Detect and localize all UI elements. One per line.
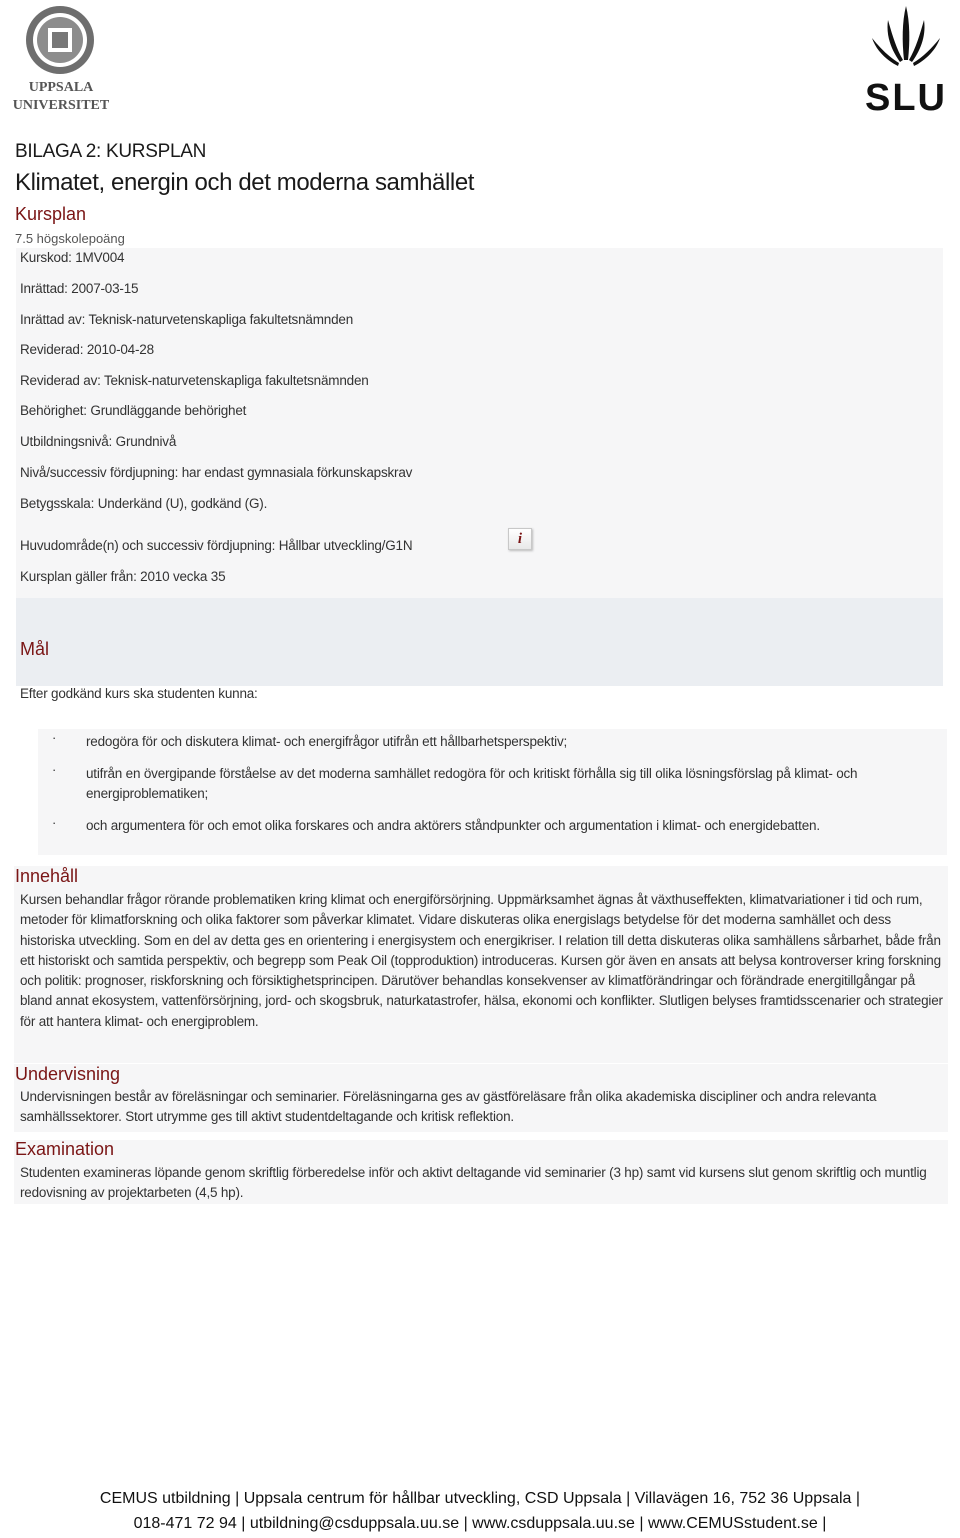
goals-heading-band (16, 598, 943, 686)
document-label: BILAGA 2: KURSPLAN (15, 141, 207, 162)
examination-heading: Examination (15, 1139, 115, 1159)
uu-logo-line1: UPPSALA (28, 80, 94, 95)
list-bullet: · (52, 815, 57, 830)
goal-item: redogöra för och diskutera klimat- och energifrågor utifrån ett hållbarhetsperspektiv; (86, 734, 568, 749)
document-subtitle: Kursplan (15, 204, 87, 224)
goal-item: och argumentera för och emot olika forskares och andra aktörers ståndpunkter och argumentation i klimat- och energidebatten. (86, 818, 820, 833)
info-icon[interactable]: i (508, 528, 532, 550)
uppsala-universitet-logo (2, 2, 120, 114)
uu-seal-icon (26, 6, 94, 74)
course-code: Kurskod: 1MV004 (20, 250, 125, 265)
goals-intro: Efter godkänd kurs ska studenten kunna: (20, 686, 258, 701)
established-date: Inrättad: 2007-03-15 (20, 281, 139, 296)
footer-contact-line1: CEMUS utbildning | Uppsala centrum för hållbar utveckling, CSD Uppsala | Villavägen 16, 752 36 Uppsala | (99, 1490, 861, 1507)
revised-date: Reviderad: 2010-04-28 (20, 342, 154, 357)
content-heading: Innehåll (15, 866, 79, 886)
goal-item: utifrån en övergipande förståelse av det moderna samhället redogöra för och kritiskt förhålla sig till olika lösningsförslag på klimat- och energiproblematiken; (86, 766, 858, 801)
slu-logo (858, 2, 954, 114)
education-level: Utbildningsnivå: Grundnivå (20, 434, 177, 449)
grading-scale: Betygsskala: Underkänd (U), godkänd (G). (20, 496, 268, 511)
uu-logo-line2: UNIVERSITET (12, 98, 110, 113)
valid-from: Kursplan gäller från: 2010 vecka 35 (20, 569, 226, 584)
slu-logo-text: SLU (865, 77, 947, 114)
eligibility: Behörighet: Grundläggande behörighet (20, 403, 247, 418)
main-field: Huvudområde(n) och successiv fördjupning: Hållbar utveckling/G1N (20, 538, 413, 553)
established-by: Inrättad av: Teknisk-naturvetenskapliga fakultetsnämnden (20, 312, 354, 327)
course-title: Klimatet, energin och det moderna samhället (15, 169, 475, 196)
list-bullet: · (52, 762, 57, 777)
slu-crown-icon (872, 6, 940, 66)
content-text: Kursen behandlar frågor rörande problematiken kring klimat och energiförsörjning. Uppmärksamhet ägnas åt växthuseffekten, klimatvariationer i tid och rum, metoder för klimatforskning och olika faktorer som påverkar klimatet. Vidare diskuteras olika energislags betydelse för det moderna samhället och dess historiska utveckling. Som en del av detta ges en orientering i energisystem och energikriser. I relation till detta diskuteras olika samhällens sårbarhet, både från ett historiskt och samtida perspektiv, och begrepp som Peak Oil (topproduktion) introduceras. Kursen gör även en ansats att belysa kontroverser kring forskning och politik: prognoser, riskforskning och försiktighetsprincipen. Därutöver behandlas konsekvenser av klimatförändringar och förändrade energitillgångar på bland annat ekosystem, vattenförsörjning, jord- och skogsbruk, naturkatastrofer, hälsa, ekonomi och konflikter. Slutligen belyses framtidsscenarier och strategier för att hantera klimat- och energiproblem. (20, 892, 943, 1029)
course-credits: 7.5 högskolepoäng (15, 231, 125, 246)
footer-contact-line2: 018-471 72 94 | utbildning@csduppsala.uu.se | www.csduppsala.uu.se | www.CEMUSstudent.se | (133, 1515, 827, 1532)
teaching-heading: Undervisning (15, 1064, 121, 1084)
revised-by: Reviderad av: Teknisk-naturvetenskapliga fakultetsnämnden (20, 373, 369, 388)
examination-text: Studenten examineras löpande genom skriftlig förberedelse inför och aktivt deltagande vid seminarier (3 hp) samt vid kursens slut genom skriftlig och muntlig redovisning av projektarbeten (4,5 hp). (20, 1165, 927, 1201)
teaching-text: Undervisningen består av föreläsningar och seminarier. Föreläsningarna ges av gästföreläsare från olika akademiska discipliner och andra relevanta samhällssektorer. Stort utrymme ges till aktivt studentdeltagande och kritisk reflektion. (20, 1089, 877, 1125)
goals-heading: Mål (20, 639, 50, 659)
list-bullet: · (52, 730, 57, 745)
progression-level: Nivå/successiv fördjupning: har endast gymnasiala förkunskapskrav (20, 465, 413, 480)
